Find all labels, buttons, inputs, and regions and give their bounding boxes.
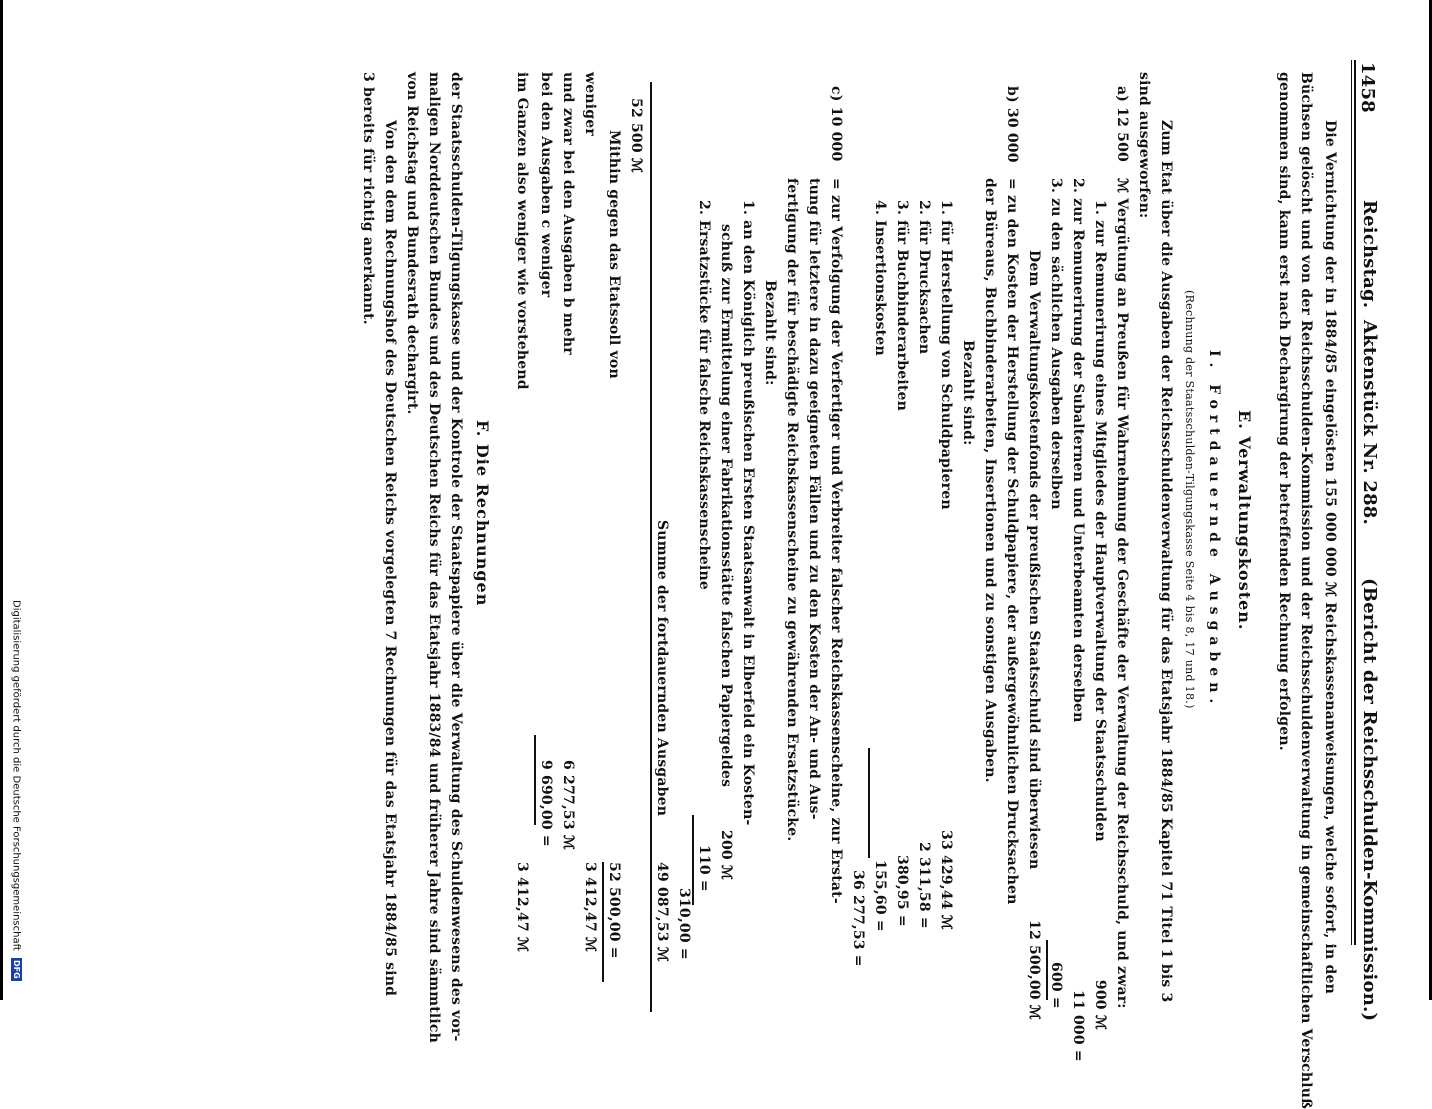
section-f-line-3: von Reichstag und Bundesrath dechargirt. <box>404 72 420 415</box>
scan-edge-bottom <box>0 0 3 1000</box>
item-c-label: c) 10 000 <box>828 86 844 162</box>
header-rule-2 <box>1351 60 1352 945</box>
section-e-heading: E. Verwaltungskosten. <box>1235 410 1254 631</box>
less-detail-value: 6 277,53 ℳ <box>560 760 576 851</box>
section-f-line-4: Von den dem Rechnungshof des Deutschen Reichs vorgelegten 7 Rechnungen für das Etatsjahr 1884/85 sind <box>382 120 398 997</box>
section-e-subheading: I. Fortdauernde Ausgaben. <box>1206 350 1222 710</box>
item-b1: 1. für Herstellung von Schuldpapieren <box>938 200 954 510</box>
item-c2-value: 110 = <box>696 845 712 892</box>
item-c-text-3: fertigung der für beschädigte Reichskassenscheine zu gewährenden Ersatzstücke. <box>784 178 800 842</box>
section-f-heading: F. Die Rechnungen <box>473 420 492 607</box>
item-a3: 3. zu den sächlichen Ausgaben derselben <box>1048 178 1064 510</box>
header-rule <box>1354 60 1356 945</box>
item-a1-value: 900 ℳ <box>1092 979 1108 1030</box>
item-a1: 1. zur Remunerirung eines Mitgliedes der Hauptverwaltung der Staatsschulden <box>1092 200 1108 842</box>
sum-label: Summe der fortdauernden Ausgaben <box>654 520 670 817</box>
total-label: im Ganzen also weniger wie vorstehend <box>514 72 530 390</box>
intro-line-2: Büchsen gelöscht und von der Reichsschulden-Kommission und der Reichsschuldenverwaltung in gemeinschaftlichen Verschluß <box>1298 72 1314 1109</box>
page-number: 1458 <box>1357 62 1378 113</box>
item-a-label: a) 12 500 <box>1114 86 1130 162</box>
item-a2: 2. zur Remunerirung der Subalternen und Unterbeamten derselben <box>1070 178 1086 723</box>
item-c-text-1: = zur Verfolgung der Verfertiger und Verbreiter falscher Reichskassenscheine, zur Erstat- <box>828 178 844 904</box>
header-title-mid: Aktenstück Nr. 288. <box>1359 320 1380 525</box>
hence-rule <box>602 862 604 982</box>
header-title-left: Reichstag. <box>1359 200 1380 309</box>
less-detail-2: bei den Ausgaben c weniger <box>538 72 554 298</box>
item-a-note: Dem Verwaltungskostenfonds der preußischen Staatsschuld sind überwiesen <box>1026 250 1042 870</box>
item-b-label: b) 30 000 <box>1004 86 1020 163</box>
item-c-sum-rule <box>692 815 694 905</box>
intro-line-1: Die Vernichtung der in 1884/85 eingelösten 155 000 000 ℳ Reichskassenanweisungen, welche sofort, in den <box>1322 120 1338 994</box>
section-f-line-2: maligen Norddeutschen Bundes und des Deutschen Reichs für das Etatsjahr 1883/84 und früherer Jahre sind sämmtlich <box>426 72 442 1044</box>
item-c1-line-2: schuß zur Ermittelung einer Fabrikationsstätte falschen Papiergeldes <box>718 224 734 788</box>
item-c-total: 310,00 = <box>676 888 692 960</box>
less-detail-2-value: 9 690,00 = <box>538 760 554 847</box>
item-b4-value: 155,60 = <box>872 860 888 932</box>
budget-value: 52 500 ℳ <box>628 98 644 174</box>
section-f-line-1: der Staatsschulden-Tilgungskasse und der Kontrole der Staatspapiere über die Verwaltung des Schuldenwesens des vor- <box>448 72 464 1042</box>
budget-rule <box>650 82 652 1012</box>
item-b2: 2. für Drucksachen <box>916 200 932 355</box>
item-b-sum-rule <box>868 748 870 858</box>
section-f-line-5: 3 bereits für richtig anerkannt. <box>360 72 376 325</box>
item-c-text-2: tung für letztere in dazu geeigneten Fällen und zu den Kosten der An- und Aus- <box>806 178 822 820</box>
item-b-paid: Bezahlt sind: <box>960 340 976 446</box>
item-b-total: 36 277,53 = <box>850 870 866 967</box>
item-a2-value: 11 000 = <box>1070 990 1086 1062</box>
item-b3-value: 380,95 = <box>894 855 910 927</box>
dfg-logo: DFG <box>12 960 21 979</box>
less-detail-rule <box>534 735 536 825</box>
section-e-lead-1: Zum Etat über die Ausgaben der Reichsschuldenverwaltung für das Etatsjahr 1884/85 Kapitel 71 Titel 1 bis 3 <box>1158 120 1174 1003</box>
section-e-lead-2: sind ausgeworfen: <box>1136 72 1152 219</box>
item-c1-value: 200 ℳ <box>718 830 734 881</box>
total-value: 3 412,47 ℳ <box>514 862 530 953</box>
item-b-text-2: der Büreaus, Buchbinderarbeiten, Insertionen und zu sonstigen Ausgaben. <box>982 178 998 783</box>
hence-value: 52 500,00 = <box>606 862 622 959</box>
item-b4: 4. Insertionskosten <box>872 200 888 356</box>
header-title-right: (Bericht der Reichsschulden-Kommission.) <box>1359 578 1380 1022</box>
item-b3: 3. für Buchbinderarbeiten <box>894 200 910 412</box>
intro-line-3: genommen sind, kann erst nach Dechargirung der betreffenden Rechnung erfolgen. <box>1276 72 1292 751</box>
item-b2-value: 2 311,58 = <box>916 842 932 929</box>
section-e-note: (Rechnung der Staatsschulden-Tilgungskasse Seite 4 bis 8, 17 und 18.) <box>1183 290 1196 709</box>
item-a-sum-rule <box>1046 940 1048 1000</box>
less-value: 3 412,47 ℳ <box>582 862 598 953</box>
footer-credit <box>11 600 23 981</box>
footer-credit-text: Digitalisierung gefördert durch die Deutsche Forschungsgemeinschaft <box>10 600 22 951</box>
item-b-text-1: = zu den Kosten der Herstellung der Schuldpapiere, der außergewöhnlichen Drucksachen <box>1004 178 1020 905</box>
item-b1-value: 33 429,44 ℳ <box>938 830 954 930</box>
hence-label: Mithin gegen das Etatssoll von <box>606 130 622 379</box>
item-a-text: ℳ Vergütung an Preußen für Wahrnehmung der Geschäfte der Verwaltung der Reichsschuld, und zwar: <box>1114 178 1130 1009</box>
item-c2: 2. Ersatzstücke für falsche Reichskassenscheine <box>696 200 712 591</box>
sum-value: 49 087,53 ℳ <box>654 862 670 962</box>
item-c1-line-1: 1. an den Königlich preußischen Ersten Staatsanwalt in Elberfeld ein Kosten- <box>740 200 756 826</box>
item-a-total: 12 500,00 ℳ <box>1026 920 1042 1020</box>
item-a3-value: 600 = <box>1048 962 1064 1009</box>
item-c-paid: Bezahlt sind: <box>762 280 778 386</box>
less-detail: und zwar bei den Ausgaben b mehr <box>560 72 576 355</box>
less-label: weniger <box>582 72 598 136</box>
